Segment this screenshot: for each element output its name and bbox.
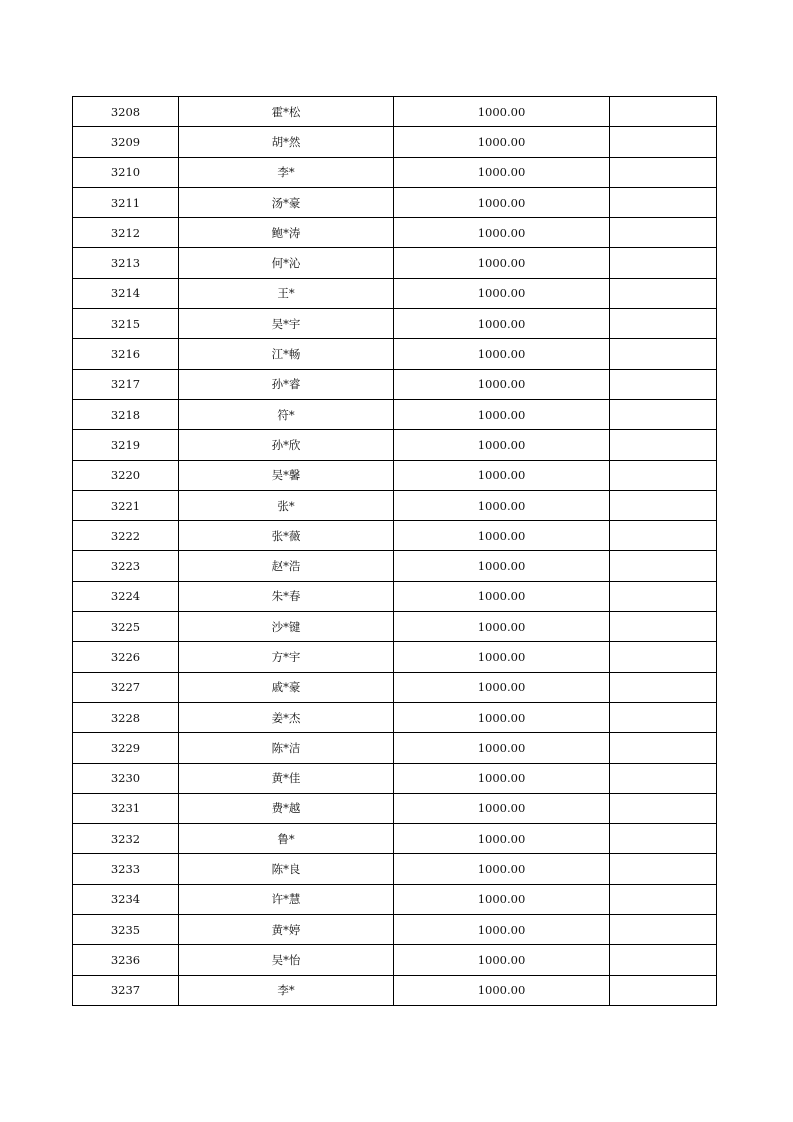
- row-note-cell: [610, 309, 717, 339]
- row-note-cell: [610, 369, 717, 399]
- row-name-cell: 戚*豪: [179, 672, 394, 702]
- row-note-cell: [610, 248, 717, 278]
- row-amount-cell: 1000.00: [394, 127, 610, 157]
- table-row: [73, 551, 717, 581]
- row-amount-cell: 1000.00: [394, 854, 610, 884]
- row-id-cell: 3209: [73, 127, 179, 157]
- row-id-cell: 3219: [73, 430, 179, 460]
- row-note-cell: [610, 672, 717, 702]
- row-id-cell: 3235: [73, 915, 179, 945]
- row-id-cell: 3224: [73, 581, 179, 611]
- table-row: [73, 490, 717, 520]
- row-name-cell: 费*越: [179, 793, 394, 823]
- row-name-cell: 李*: [179, 975, 394, 1005]
- row-name-cell: 黄*佳: [179, 763, 394, 793]
- row-id-cell: 3216: [73, 339, 179, 369]
- row-id-cell: 3231: [73, 793, 179, 823]
- row-name-cell: 朱*春: [179, 581, 394, 611]
- row-name-cell: 赵*浩: [179, 551, 394, 581]
- row-id-cell: 3211: [73, 187, 179, 217]
- table-row: [73, 581, 717, 611]
- row-note-cell: [610, 854, 717, 884]
- row-note-cell: [610, 97, 717, 127]
- row-note-cell: [610, 490, 717, 520]
- row-amount-cell: 1000.00: [394, 581, 610, 611]
- row-id-cell: 3227: [73, 672, 179, 702]
- table-row: [73, 824, 717, 854]
- row-id-cell: 3213: [73, 248, 179, 278]
- row-note-cell: [610, 430, 717, 460]
- table-row: [73, 278, 717, 308]
- table-row: [73, 399, 717, 429]
- row-id-cell: 3236: [73, 945, 179, 975]
- row-note-cell: [610, 612, 717, 642]
- row-note-cell: [610, 278, 717, 308]
- row-id-cell: 3222: [73, 521, 179, 551]
- row-name-cell: 何*沁: [179, 248, 394, 278]
- row-name-cell: 王*: [179, 278, 394, 308]
- row-name-cell: 江*畅: [179, 339, 394, 369]
- row-note-cell: [610, 793, 717, 823]
- row-amount-cell: 1000.00: [394, 672, 610, 702]
- row-amount-cell: 1000.00: [394, 460, 610, 490]
- row-id-cell: 3226: [73, 642, 179, 672]
- table-row: [73, 430, 717, 460]
- row-name-cell: 李*: [179, 157, 394, 187]
- row-amount-cell: 1000.00: [394, 157, 610, 187]
- table-row: [73, 339, 717, 369]
- table-row: [73, 884, 717, 914]
- row-id-cell: 3237: [73, 975, 179, 1005]
- row-id-cell: 3220: [73, 460, 179, 490]
- row-amount-cell: 1000.00: [394, 339, 610, 369]
- row-id-cell: 3218: [73, 399, 179, 429]
- row-note-cell: [610, 824, 717, 854]
- table-row: [73, 854, 717, 884]
- table-row: [73, 309, 717, 339]
- table-row: [73, 915, 717, 945]
- row-amount-cell: 1000.00: [394, 369, 610, 399]
- table-row: [73, 672, 717, 702]
- row-name-cell: 鲍*涛: [179, 218, 394, 248]
- row-amount-cell: 1000.00: [394, 521, 610, 551]
- row-id-cell: 3229: [73, 733, 179, 763]
- row-note-cell: [610, 884, 717, 914]
- table-row: [73, 97, 717, 127]
- row-amount-cell: 1000.00: [394, 430, 610, 460]
- row-amount-cell: 1000.00: [394, 702, 610, 732]
- table-row: [73, 218, 717, 248]
- row-note-cell: [610, 945, 717, 975]
- row-name-cell: 黄*婷: [179, 915, 394, 945]
- row-amount-cell: 1000.00: [394, 187, 610, 217]
- row-amount-cell: 1000.00: [394, 551, 610, 581]
- row-amount-cell: 1000.00: [394, 218, 610, 248]
- table-row: [73, 733, 717, 763]
- row-name-cell: 吴*馨: [179, 460, 394, 490]
- row-amount-cell: 1000.00: [394, 763, 610, 793]
- ledger-table: [72, 96, 717, 1006]
- row-amount-cell: 1000.00: [394, 309, 610, 339]
- table-row: [73, 763, 717, 793]
- row-id-cell: 3233: [73, 854, 179, 884]
- row-name-cell: 鲁*: [179, 824, 394, 854]
- row-amount-cell: 1000.00: [394, 915, 610, 945]
- table-row: [73, 975, 717, 1005]
- row-id-cell: 3215: [73, 309, 179, 339]
- row-note-cell: [610, 339, 717, 369]
- row-id-cell: 3228: [73, 702, 179, 732]
- row-note-cell: [610, 218, 717, 248]
- row-id-cell: 3232: [73, 824, 179, 854]
- row-note-cell: [610, 915, 717, 945]
- row-id-cell: 3230: [73, 763, 179, 793]
- row-amount-cell: 1000.00: [394, 884, 610, 914]
- row-note-cell: [610, 763, 717, 793]
- row-amount-cell: 1000.00: [394, 824, 610, 854]
- table-row: [73, 945, 717, 975]
- table-row: [73, 793, 717, 823]
- row-amount-cell: 1000.00: [394, 490, 610, 520]
- row-id-cell: 3208: [73, 97, 179, 127]
- row-name-cell: 符*: [179, 399, 394, 429]
- row-amount-cell: 1000.00: [394, 248, 610, 278]
- row-name-cell: 霍*松: [179, 97, 394, 127]
- row-note-cell: [610, 551, 717, 581]
- row-amount-cell: 1000.00: [394, 733, 610, 763]
- row-note-cell: [610, 127, 717, 157]
- row-name-cell: 张*薇: [179, 521, 394, 551]
- row-note-cell: [610, 187, 717, 217]
- row-amount-cell: 1000.00: [394, 97, 610, 127]
- row-amount-cell: 1000.00: [394, 642, 610, 672]
- row-amount-cell: 1000.00: [394, 612, 610, 642]
- row-name-cell: 沙*键: [179, 612, 394, 642]
- table-row: [73, 702, 717, 732]
- row-note-cell: [610, 581, 717, 611]
- row-name-cell: 陈*良: [179, 854, 394, 884]
- row-name-cell: 陈*洁: [179, 733, 394, 763]
- row-name-cell: 吴*怡: [179, 945, 394, 975]
- table-row: [73, 157, 717, 187]
- row-name-cell: 孙*睿: [179, 369, 394, 399]
- row-note-cell: [610, 733, 717, 763]
- ledger-table-body: [73, 97, 717, 1006]
- row-note-cell: [610, 460, 717, 490]
- row-id-cell: 3212: [73, 218, 179, 248]
- row-amount-cell: 1000.00: [394, 975, 610, 1005]
- table-row: [73, 612, 717, 642]
- row-id-cell: 3223: [73, 551, 179, 581]
- row-note-cell: [610, 157, 717, 187]
- row-id-cell: 3210: [73, 157, 179, 187]
- row-amount-cell: 1000.00: [394, 278, 610, 308]
- row-name-cell: 许*慧: [179, 884, 394, 914]
- table-row: [73, 642, 717, 672]
- row-amount-cell: 1000.00: [394, 793, 610, 823]
- row-id-cell: 3214: [73, 278, 179, 308]
- table-row: [73, 187, 717, 217]
- row-note-cell: [610, 975, 717, 1005]
- row-note-cell: [610, 642, 717, 672]
- row-id-cell: 3234: [73, 884, 179, 914]
- table-row: [73, 369, 717, 399]
- row-id-cell: 3225: [73, 612, 179, 642]
- row-name-cell: 孙*欣: [179, 430, 394, 460]
- table-row: [73, 460, 717, 490]
- table-row: [73, 127, 717, 157]
- row-name-cell: 胡*然: [179, 127, 394, 157]
- row-note-cell: [610, 702, 717, 732]
- row-amount-cell: 1000.00: [394, 945, 610, 975]
- row-name-cell: 方*宇: [179, 642, 394, 672]
- table-row: [73, 248, 717, 278]
- row-name-cell: 张*: [179, 490, 394, 520]
- row-id-cell: 3221: [73, 490, 179, 520]
- row-note-cell: [610, 399, 717, 429]
- row-name-cell: 姜*杰: [179, 702, 394, 732]
- row-name-cell: 吴*宇: [179, 309, 394, 339]
- row-name-cell: 汤*豪: [179, 187, 394, 217]
- row-note-cell: [610, 521, 717, 551]
- row-id-cell: 3217: [73, 369, 179, 399]
- table-row: [73, 521, 717, 551]
- row-amount-cell: 1000.00: [394, 399, 610, 429]
